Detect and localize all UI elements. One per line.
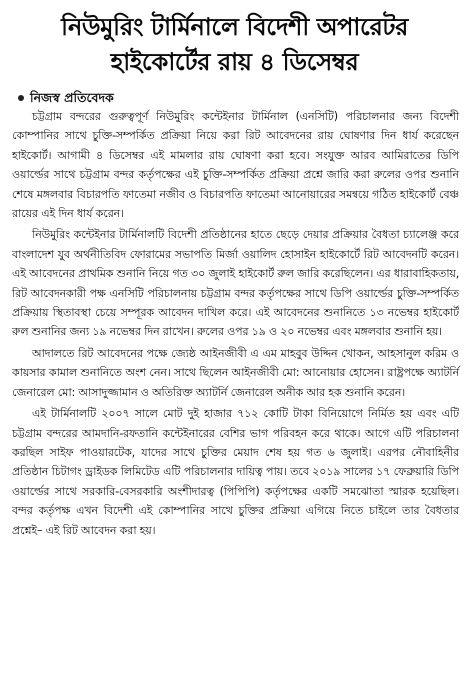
byline-text: নিজস্ব প্রতিবেদক [30,90,114,105]
article-body [0,105,469,540]
paragraph-1 [12,107,459,223]
headline [0,0,469,80]
paragraph-2: নিউমুরিং কন্টেইনার টার্মিনালটি বিদেশী প্রতিষ্ঠানের হাতে ছেড়ে দেয়ার প্রক্রিয়ার বৈধতা চ্যালেঞ্জ করে বাংলাদেশ যুব অর্থনীতিবিদ ফোরামের সভাপতি মির্জা ওয়ালিদ হোসাইন হাইকোর্টে রিট আবেদনটি করেন। এই আবেদনের প্রাথমিক শুনানি নিয়ে গত ৩০ জুলাই হাইকোর্ট রুল জারি করেছিলেন। এর ধারাবাহিকতায়, রিট আবেদনকারী পক্ষ এনসিটি পরিচালনায় চট্টগ্রাম বন্দর কর্তৃপক্ষের সাথে ডিপি ওয়ার্ল্ডের চুক্তি-সম্পর্কিত প্রক্রিয়ায় স্থিতাবস্থা চেয়ে সম্পূরক আবেদন দাখিল করে। এই আবেদনের শুনানিতে ১৩ নভেম্বর হাইকোর্ট রুল শুনানির জন্য ১৯ নভেম্বর দিন রাখেন। রুলের ওপর ১৯ ও ২০ নভেম্বর এবং মঙ্গলবার শুনানি হয়। [12,228,459,339]
paragraph-1-text: চট্টগ্রাম বন্দরের গুরুত্বপূর্ণ নিউমুরিং কন্টেইনার টার্মিনাল (এনসিটি) পরিচালনার জন্য বিদেশী কোম্পানির সাথে চুক্তি-সম্পর্কিত প্রক্রিয়া নিয়ে করা রিট আবেদনের রায় ঘোষণার দিন ধার্য করেছেন হাইকোর্ট। আগামী ৪ ডিসেম্বর এই মামলার রায় ঘোষণা করা হবে। সংযুক্ত আরব আমিরাতের ডিপি ওয়ার্ল্ডের সাথে চট্টগ্রাম বন্দর কর্তৃপক্ষের এই চুক্তি-সম্পর্কিত প্রক্রিয়া প্রশ্নে জারি করা রুলের ওপর শুনানি শেষে মঙ্গলবার বিচারপতি ফাতেমা নজীব ও বিচারপতি ফাতেমা আনোয়ারের সমন্বয়ে গঠিত হাইকোর্ট বেঞ্চ রায়ের এই দিন ধার্য করেন। [12,110,459,221]
bullet-icon [18,95,24,101]
headline-line-2: হাইকোর্টের রায় ৪ ডিসেম্বর [110,48,359,76]
byline [18,90,469,105]
paragraph-4: এই টার্মিনালটি ২০০৭ সালে মোট দুই হাজার ৭১২ কোটি টাকা বিনিয়োগে নির্মিত হয় এবং এটি চট্টগ্রাম বন্দরের আমদানি-রফতানি কন্টেইনারের বেশির ভাগ পরিবহন করে থাকে। আগে এটি পরিচালনা করছিল সাইফ পাওয়ারটেক, যাদের সাথে চুক্তির মেয়াদ শেষ হয় গত ৬ জুলাই। এরপর নৌবাহিনীর প্রতিষ্ঠান চিটাগং ড্রাইডক লিমিটেড এটি পরিচালনার দায়িত্ব পায়। তবে ২০১৯ সালের ১৭ ফেব্রুয়ারি ডিপি ওয়ার্ল্ডের সাথে সরকারি-বেসরকারি অংশীদারত্ব (পিপিপি) কর্তৃপক্ষের একটি সমঝোতা স্মারক হয়েছিল। বন্দর কর্তৃপক্ষ এখন বিদেশী এই কোম্পানির সাথে চুক্তির প্রক্রিয়া এগিয়ে নিতে চাইলে তার বৈধতার প্রশ্নেই– এই রিট আবেদন করা হয়। [12,407,459,537]
paragraph-3: আদালতে রিট আবেদনের পক্ষে জ্যেষ্ঠ আইনজীবী এ এম মাহবুব উদ্দিন খোকন, আহসানুল করিম ও কায়সার কামাল শুনানিতে অংশ নেন। সাথে ছিলেন আইনজীবী মো: আনোয়ার হোসেন। রাষ্ট্রপক্ষে অ্যাটর্নি জেনারেল মো: আসাদুজ্জামান ও অতিরিক্ত অ্যাটর্নি জেনারেল অনীক আর হক শুনানি করেন। [12,346,459,399]
headline-line-1: নিউমুরিং টার্মিনালে বিদেশী অপারেটর [61,13,408,41]
